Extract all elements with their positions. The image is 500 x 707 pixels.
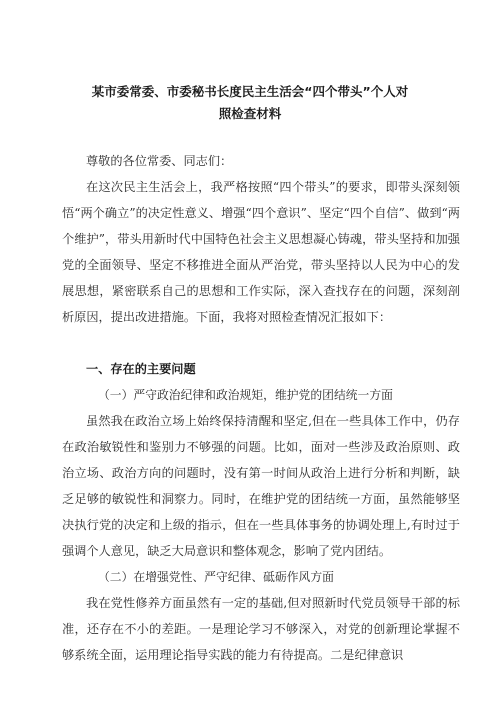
document-title-line-1: 某市委常委、市委秘书长度民主生活会“四个带头”个人对	[91, 84, 409, 99]
intro-paragraph: 在这次民主生活会上，我严格按照“四个带头”的要求，即带头深刻领悟“两个确立”的决定性意义、增强“四个意识”、坚定“四个自信”、做到“两个维护”，带头用新时代中国特色社会主义思想凝心铸魂，带头坚持和加强党的全面领导、坚定不移推进全面从严治党，带头坚持以人民为中心的发展思想，紧密联系自己的思想和工作实际，深入查找存在的问题，深刻剖析原因，提出改进措施。下面，我将对照检查情况汇报如下：	[62, 180, 460, 324]
subsection-2-paragraph: 我在党性修养方面虽然有一定的基础,但对照新时代党员领导干部的标准，还存在不小的差距。一是理论学习不够深入，对党的创新理论掌握不够系统全面，运用理论指导实践的能力有待提高。二是纪律意识	[62, 596, 460, 662]
greeting: 尊敬的各位常委、同志们：	[86, 154, 233, 168]
subsection-heading-political-discipline: （一）严守政治纪律和政治规矩，维护党的团结统一方面	[98, 388, 393, 402]
document-title-line-2: 照检查材料	[218, 106, 282, 121]
subsection-heading-party-spirit: （二）在增强党性、严守纪律、砥砺作风方面	[98, 570, 334, 584]
section-heading-main-problems: 一、存在的主要问题	[86, 362, 196, 376]
subsection-1-paragraph: 虽然我在政治立场上始终保持清醒和坚定,但在一些具体工作中，仍存在政治敏锐性和鉴别力不够强的问题。比如，面对一些涉及政治原则、政治立场、政治方向的问题时，没有第一时间从政治上进行分析和判断，缺乏足够的敏锐性和洞察力。同时，在维护党的团结统一方面，虽然能够坚决执行党的决定和上级的指示，但在一些具体事务的协调处理上,有时过于强调个人意见，缺乏大局意识和整体观念，影响了党内团结。	[62, 414, 460, 558]
